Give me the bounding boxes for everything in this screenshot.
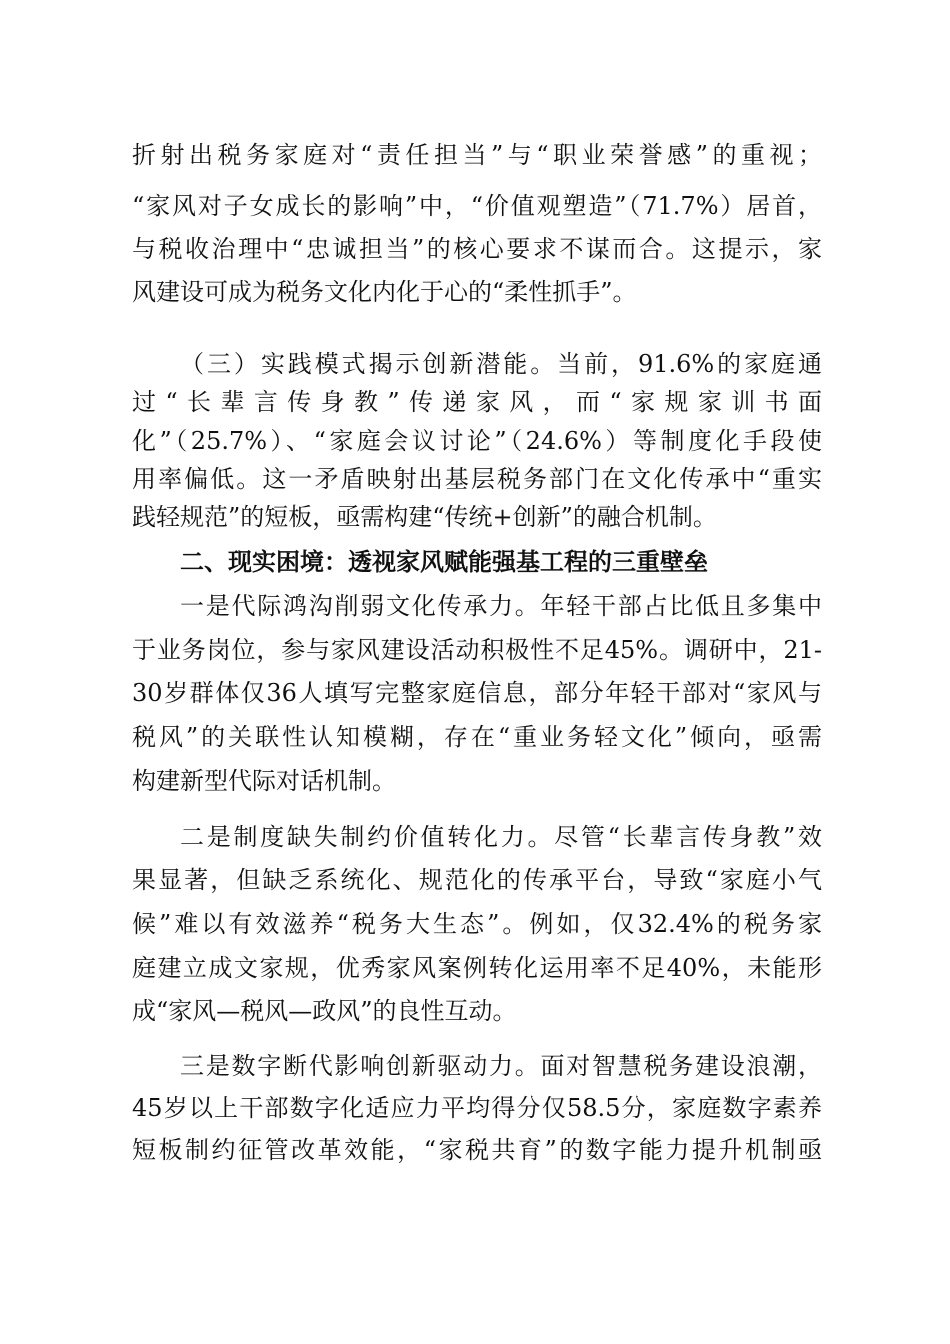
section-three-line-3: 化”（25.7%）、“家庭会议讨论”（24.6%）等制度化手段使 xyxy=(132,427,822,455)
section-three-line-5: 践轻规范”的短板，亟需构建“传统+创新”的融合机制。 xyxy=(132,503,717,531)
point-two-line-3: 候”难以有效滋养“税务大生态”。例如，仅32.4%的税务家 xyxy=(132,910,822,938)
point-two-line-4: 庭建立成文家规，优秀家风案例转化运用率不足40%，未能形 xyxy=(132,954,822,982)
point-one-line-2: 于业务岗位，参与家风建设活动积极性不足45%。调研中，21- xyxy=(132,636,822,664)
point-two-line-1: 二是制度缺失制约价值转化力。尽管“长辈言传身教”效 xyxy=(180,823,822,851)
point-two-line-2: 果显著，但缺乏系统化、规范化的传承平台，导致“家庭小气 xyxy=(132,866,822,894)
point-one-line-4: 税风”的关联性认知模糊，存在“重业务轻文化”倾向，亟需 xyxy=(132,723,822,751)
point-three-line-2: 45岁以上干部数字化适应力平均得分仅58.5分，家庭数字素养 xyxy=(132,1094,822,1122)
point-one-line-3: 30岁群体仅36人填写完整家庭信息，部分年轻干部对“家风与 xyxy=(132,679,822,707)
point-three-line-3: 短板制约征管改革效能，“家税共育”的数字能力提升机制亟 xyxy=(132,1136,822,1164)
point-one-line-1: 一是代际鸿沟削弱文化传承力。年轻干部占比低且多集中 xyxy=(180,592,822,620)
paragraph-line-2: “家风对子女成长的影响”中，“价值观塑造”（71.7%）居首， xyxy=(132,192,822,220)
section-three-line-4: 用率偏低。这一矛盾映射出基层税务部门在文化传承中“重实 xyxy=(132,465,822,493)
point-one-line-5: 构建新型代际对话机制。 xyxy=(132,767,396,795)
section-three-line-1: （三）实践模式揭示创新潜能。当前，91.6%的家庭通 xyxy=(180,350,822,378)
paragraph-line-3: 与税收治理中“忠诚担当”的核心要求不谋而合。这提示，家 xyxy=(132,235,822,263)
paragraph-line-1: 折射出税务家庭对“责任担当”与“职业荣誉感”的重视； xyxy=(132,141,822,169)
section-three-line-2: 过“长辈言传身教”传递家风，而“家规家训书面 xyxy=(132,388,822,416)
section-heading: 二、现实困境：透视家风赋能强基工程的三重壁垒 xyxy=(180,548,708,576)
point-three-line-1: 三是数字断代影响创新驱动力。面对智慧税务建设浪潮， xyxy=(180,1052,822,1080)
paragraph-line-4: 风建设可成为税务文化内化于心的“柔性抓手”。 xyxy=(132,278,637,306)
point-two-line-5: 成“家风—税风—政风”的良性互动。 xyxy=(132,997,517,1025)
